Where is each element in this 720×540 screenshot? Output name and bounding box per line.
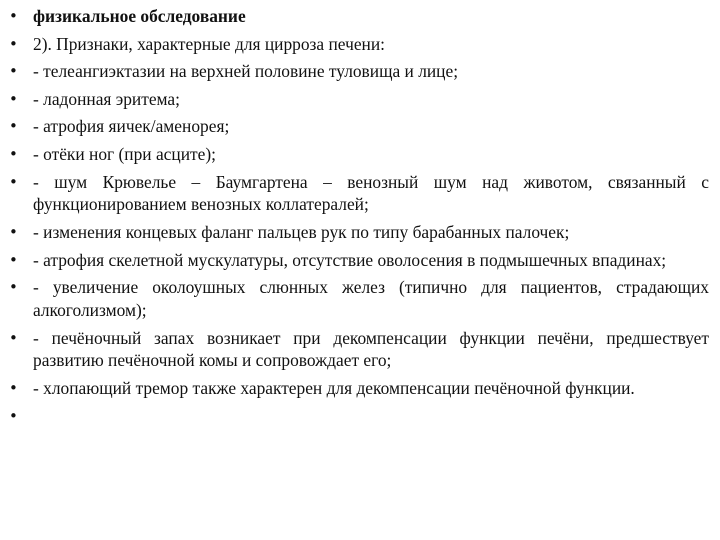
bullet-icon: • <box>9 34 18 53</box>
bullet-icon: • <box>9 406 18 425</box>
list-item-text: - хлопающий тремор также характерен для декомпенсации печёночной функции. <box>33 377 635 398</box>
bullet-icon: • <box>9 7 18 25</box>
list-item <box>9 327 709 373</box>
list-item-text: - телеангиэктазии на верхней половине туловища и лице; <box>33 61 459 82</box>
bullet-icon: • <box>9 250 18 269</box>
bullet-icon: • <box>9 172 18 191</box>
list-item <box>9 88 709 111</box>
bullet-icon: • <box>9 62 18 81</box>
list-item-text: - печёночный запах возникает при декомпенсации функции печёни, предшествует развитию печёночной комы и сопровождает его; <box>33 327 709 371</box>
list-item <box>9 60 709 83</box>
bullet-icon: • <box>9 117 18 136</box>
list-item <box>9 249 709 272</box>
list-item-text: 2). Признаки, характерные для цирроза печени: <box>33 33 385 54</box>
list-item-text: - шум Крювелье – Баумгартена – венозный шум над животом, связанный с функционированием венозных коллатералей; <box>33 171 709 215</box>
bullet-icon: • <box>9 328 18 347</box>
list-item-text: - изменения концевых фаланг пальцев рук по типу барабанных палочек; <box>33 221 570 242</box>
list-item-text: - атрофия скелетной мускулатуры, отсутствие оволосения в подмышечных впадинах; <box>33 249 667 270</box>
bullet-icon: • <box>9 378 18 397</box>
list-item <box>9 33 709 56</box>
list-item <box>9 276 709 322</box>
list-item-text: физикальное обследование <box>33 6 246 26</box>
list-item-text: - увеличение околоушных слюнных желез (типично для пациентов, страдающих алкоголизмом); <box>33 277 709 320</box>
bullet-icon: • <box>9 278 18 297</box>
list-item <box>9 377 709 400</box>
bullet-list <box>9 5 709 432</box>
list-item-text: - ладонная эритема; <box>33 88 180 109</box>
bullet-icon: • <box>9 222 18 241</box>
bullet-icon: • <box>9 89 18 108</box>
list-item-text: - атрофия яичек/аменорея; <box>33 116 230 137</box>
list-item <box>9 5 709 28</box>
bullet-icon: • <box>9 144 18 163</box>
list-item-text: - отёки ног (при асците); <box>33 143 216 164</box>
list-item <box>9 115 709 138</box>
list-item <box>9 221 709 244</box>
list-item <box>9 405 709 428</box>
list-item <box>9 143 709 166</box>
list-item <box>9 171 709 217</box>
